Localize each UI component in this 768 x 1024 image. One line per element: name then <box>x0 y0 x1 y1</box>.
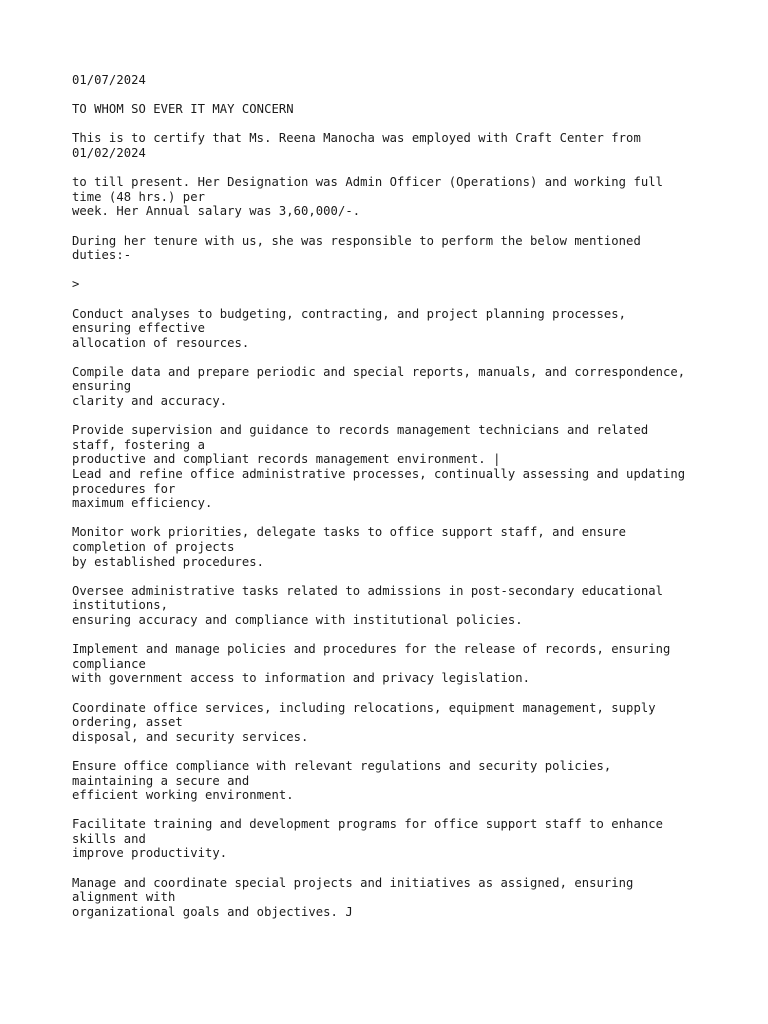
text-line: This is to certify that Ms. Reena Manocha was employed with Craft Center from <box>72 131 641 146</box>
duty-text-line: alignment with <box>72 890 176 905</box>
duty-text-line: Implement and manage policies and procedures for the release of records, ensuring <box>72 642 671 657</box>
spacer <box>72 511 732 526</box>
duty-text-line: ordering, asset <box>72 715 183 730</box>
employment-paragraph <box>72 175 732 219</box>
spacer <box>72 161 732 176</box>
spacer <box>72 744 732 759</box>
duty-text-line: allocation of resources. <box>72 335 250 350</box>
duty-text-line: efficient working environment. <box>72 788 294 803</box>
duty-text-line: Ensure office compliance with relevant regulations and security policies, <box>72 758 612 773</box>
duty-item <box>72 423 732 511</box>
spacer <box>72 409 732 424</box>
duties-intro-paragraph <box>72 234 732 263</box>
duty-text-line: by established procedures. <box>72 554 265 569</box>
duty-item <box>72 365 732 409</box>
letter-body <box>72 73 732 919</box>
duty-item <box>72 307 732 351</box>
list-marker: > <box>72 277 80 292</box>
spacer <box>72 803 732 818</box>
spacer <box>72 263 732 278</box>
duty-text-line: institutions, <box>72 598 169 613</box>
duty-text-line: clarity and accuracy. <box>72 394 228 409</box>
duty-text-line: Lead and refine office administrative processes, continually assessing and updating <box>72 467 686 482</box>
duty-item <box>72 525 732 569</box>
spacer <box>72 350 732 365</box>
duty-item <box>72 817 732 861</box>
duty-text-line: Coordinate office services, including relocations, equipment management, supply <box>72 700 656 715</box>
spacer <box>72 117 732 132</box>
duty-text-line: Provide supervision and guidance to records management technicians and related <box>72 423 649 438</box>
duty-text-line: ensuring accuracy and compliance with institutional policies. <box>72 612 523 627</box>
duty-text-line: skills and <box>72 831 146 846</box>
duty-text-line: improve productivity. <box>72 846 228 861</box>
text-line: time (48 hrs.) per <box>72 189 205 204</box>
text-line: During her tenure with us, she was responsible to perform the below mentioned <box>72 233 641 248</box>
spacer <box>72 686 732 701</box>
text-line: duties:- <box>72 248 132 263</box>
spacer <box>72 292 732 307</box>
spacer <box>72 861 732 876</box>
spacer <box>72 88 732 103</box>
duty-item <box>72 701 732 745</box>
duty-text-line: procedures for <box>72 481 176 496</box>
duty-item <box>72 759 732 803</box>
duty-text-line: Facilitate training and development programs for office support staff to enhance <box>72 817 663 832</box>
duty-text-line: Oversee administrative tasks related to admissions in post-secondary educational <box>72 583 663 598</box>
duty-text-line: staff, fostering a <box>72 437 205 452</box>
spacer <box>72 628 732 643</box>
duty-item <box>72 584 732 628</box>
duty-text-line: completion of projects <box>72 540 235 554</box>
duty-text-line: productive and compliant records management environment. | <box>72 452 501 467</box>
duty-text-line: ensuring effective <box>72 321 205 336</box>
duty-text-line: Monitor work priorities, delegate tasks to office support staff, and ensure <box>72 525 627 540</box>
duty-text-line: organizational goals and objectives. J <box>72 904 353 919</box>
spacer <box>72 569 732 584</box>
duty-text-line: maximum efficiency. <box>72 496 213 511</box>
duty-text-line: disposal, and security services. <box>72 729 309 744</box>
duty-text-line: with government access to information and privacy legislation. <box>72 671 531 686</box>
duty-text-line: Manage and coordinate special projects and initiatives as assigned, ensuring <box>72 875 634 890</box>
letter-date: 01/07/2024 <box>72 73 146 87</box>
text-line: week. Her Annual salary was 3,60,000/-. <box>72 204 361 219</box>
duty-item <box>72 642 732 686</box>
text-line: to till present. Her Designation was Admin Officer (Operations) and working full <box>72 175 663 190</box>
letter-salutation: TO WHOM SO EVER IT MAY CONCERN <box>72 102 294 117</box>
duty-text-line: Compile data and prepare periodic and special reports, manuals, and correspondence, <box>72 364 686 379</box>
text-line: 01/02/2024 <box>72 145 146 160</box>
duty-text-line: Conduct analyses to budgeting, contracting, and project planning processes, <box>72 306 627 321</box>
duty-item <box>72 876 732 920</box>
duty-text-line: compliance <box>72 656 146 671</box>
intro-paragraph <box>72 131 732 160</box>
duty-text-line: maintaining a secure and <box>72 773 250 788</box>
spacer <box>72 219 732 234</box>
duty-text-line: ensuring <box>72 379 132 394</box>
duties-list <box>72 307 732 920</box>
